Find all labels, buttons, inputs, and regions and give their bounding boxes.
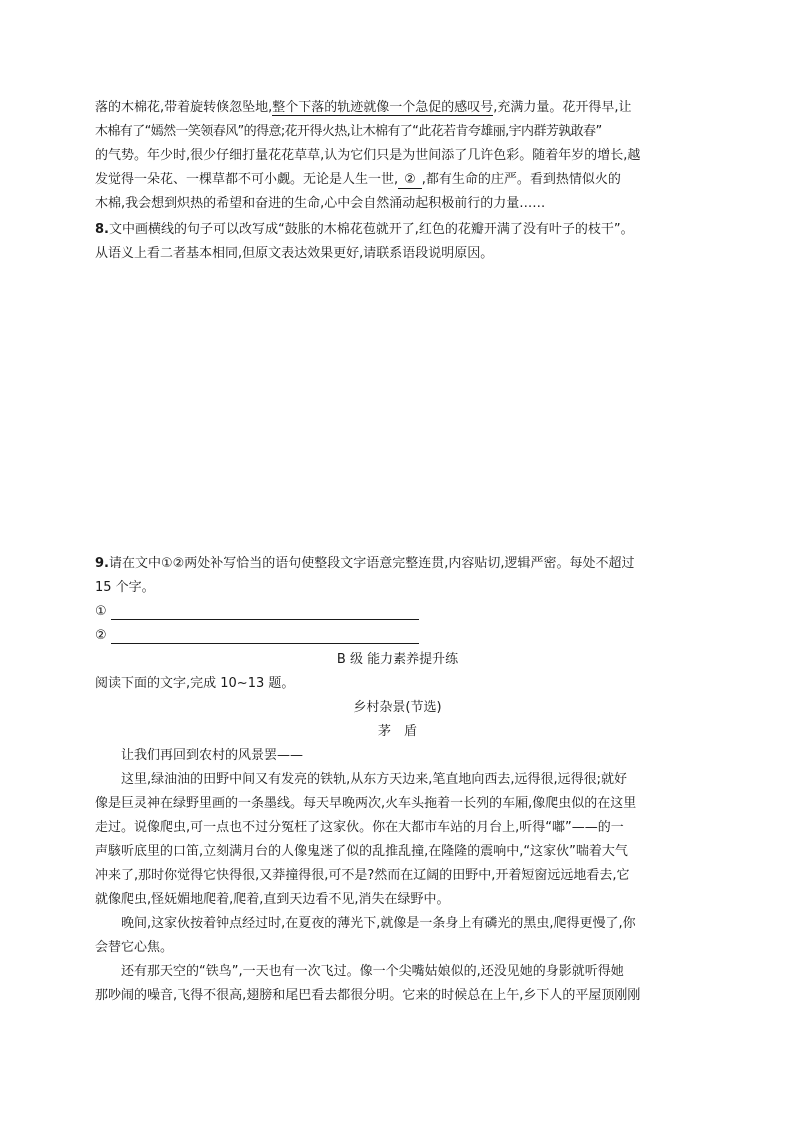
passage-a-line-4: 发觉得一朵花、一棵草都不可小觑。无论是人生一世, ② ,都有生命的庄严。看到热情似火的	[95, 172, 621, 187]
passage-b-p2-line-3: 走过。说像爬虫,可一点也不过分冤枉了这家伙。你在大都市车站的月台上,听得“嘟”——的一	[95, 820, 624, 835]
passage-a-line-1: 落的木棉花,带着旋转倏忽坠地,整个下落的轨迹就像一个急促的感叹号,充满力量。花开得早,让	[95, 100, 632, 115]
question-9	[95, 552, 700, 648]
question-8-number: 8.	[95, 222, 109, 237]
passage-b-p3-line-2: 会替它心焦。	[95, 940, 174, 955]
question-9-line-2: 15 个字。	[95, 580, 155, 595]
question-9-line-1: 9.请在文中①②两处补写恰当的语句使整段文字语意完整连贯,内容贴切,逻辑严密。每处不超过	[95, 556, 635, 571]
passage-b-p3-line-1: 晚间,这家伙按着钟点经过时,在夏夜的薄光下,就像是一条身上有磷光的黑虫,爬得更慢了,你	[121, 916, 636, 931]
passage-b-p4-line-2: 那吵闹的噪音,飞得不很高,翅膀和尾巴看去都很分明。它来的时候总在上午,乡下人的平屋顶刚刚	[95, 988, 641, 1003]
answer-line-2[interactable]	[95, 624, 700, 648]
passage-a	[95, 96, 700, 216]
blank-2: ②	[398, 172, 422, 189]
passage-b-p2-line-2: 像是巨灵神在绿野里画的一条墨线。每天早晚两次,火车头拖着一长列的车厢,像爬虫似的在这里	[95, 796, 637, 811]
answer-mark-1: ①	[95, 604, 107, 619]
question-9-number: 9.	[95, 556, 109, 571]
answer-line-1[interactable]	[95, 600, 700, 624]
passage-b-p2-line-6: 就像爬虫,怪妩媚地爬着,爬着,直到天边看不见,消失在绿野中。	[95, 892, 450, 907]
question-8	[95, 218, 700, 266]
passage-b-p2-line-1: 这里,绿油油的田野中间又有发亮的铁轨,从东方天边来,笔直地向西去,远得很,远得很;就好	[121, 772, 628, 787]
underlined-sentence: 整个下落的轨迹就像一个急促的感叹号	[272, 100, 494, 115]
passage-b-paragraph-1: 让我们再回到农村的风景罢——	[121, 748, 304, 763]
article-author: 茅 盾	[377, 724, 417, 739]
section-b-header	[95, 648, 700, 744]
passage-a-line-5: 木棉,我会想到炽热的希望和奋进的生命,心中会自然涌动起积极前行的力量……	[95, 196, 546, 211]
answer-rule-1[interactable]	[111, 603, 419, 620]
answer-rule-2[interactable]	[111, 627, 419, 644]
passage-b-p4-line-1: 还有那天空的“铁鸟”,一天也有一次飞过。像一个尖嘴姑娘似的,还没见她的身影就听得她	[121, 964, 624, 979]
question-8-line-1: 8.文中画横线的句子可以改写成“鼓胀的木棉花苞就开了,红色的花瓣开满了没有叶子的枝干”。	[95, 222, 634, 237]
passage-b	[95, 744, 700, 1008]
passage-b-p2-line-5: 冲来了,那时你觉得它快得很,又莽撞得很,可不是?然而在辽阔的田野中,开着短窗远远地看去,它	[95, 868, 630, 883]
section-b-heading: B 级 能力素养提升练	[336, 652, 459, 667]
question-8-line-2: 从语义上看二者基本相同,但原文表达效果更好,请联系语段说明原因。	[95, 246, 494, 261]
section-b-instruction: 阅读下面的文字,完成 10~13 题。	[95, 676, 295, 691]
article-title: 乡村杂景(节选)	[353, 700, 442, 715]
passage-a-line-3: 的气势。年少时,很少仔细打量花花草草,认为它们只是为世间添了几许色彩。随着年岁的增长,越	[95, 148, 641, 163]
passage-a-line-2: 木棉有了“嫣然一笑领春风”的得意;花开得火热,让木棉有了“此花若肯夸雄丽,宇内群芳孰敢春”	[95, 124, 602, 139]
answer-mark-2: ②	[95, 628, 107, 643]
passage-b-p2-line-4: 声駭听底里的口笛,立刻满月台的人像鬼迷了似的乱推乱撞,在隆隆的震响中,“这家伙”喘着大气	[95, 844, 628, 859]
